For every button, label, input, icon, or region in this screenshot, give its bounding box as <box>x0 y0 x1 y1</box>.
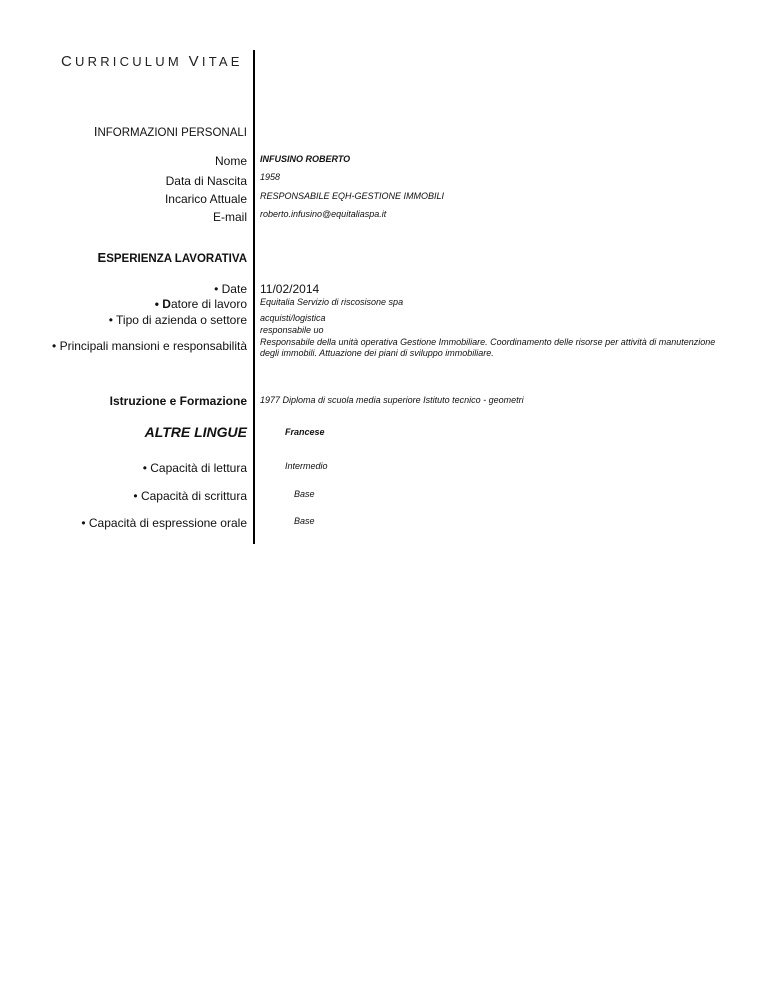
value-language: Francese <box>285 427 325 437</box>
label-name: Nome <box>214 154 247 168</box>
page-title: CURRICULUM VITAE <box>61 53 243 70</box>
label-sector: • Tipo di azienda o settore <box>108 313 247 327</box>
value-current-role: RESPONSABILE EQH-GESTIONE IMMOBILI <box>260 191 445 201</box>
value-duties: Responsabile della unità operativa Gestione Immobiliare. Coordinamento delle risorse per attività di manutenzione degli immobili. Attuazione dei piani di sviluppo immobiliare. <box>260 337 716 358</box>
label-employer: • Datore di lavoro <box>154 297 247 311</box>
value-employer: Equitalia Servizio di riscosisone spa <box>260 297 404 307</box>
value-reading: Intermedio <box>285 461 328 471</box>
label-dates: • Date <box>214 282 247 296</box>
value-name: INFUSINO ROBERTO <box>260 154 351 164</box>
label-writing: • Capacità di scrittura <box>133 489 247 503</box>
value-role: responsabile uo <box>260 325 324 335</box>
label-birth-date: Data di Nascita <box>165 174 247 188</box>
value-email: roberto.infusino@equitaliaspa.it <box>260 209 387 219</box>
vertical-divider <box>253 50 255 544</box>
section-personal-info: INFORMAZIONI PERSONALI <box>93 124 247 139</box>
label-current-role: Incarico Attuale <box>164 192 247 206</box>
value-birth-date: 1958 <box>260 172 281 182</box>
label-email: E-mail <box>212 210 247 224</box>
value-writing: Base <box>294 489 315 499</box>
label-other-languages: ALTRE LINGUE <box>144 424 247 440</box>
value-dates: 11/02/2014 <box>260 282 320 296</box>
label-education: Istruzione e Formazione <box>109 394 247 408</box>
label-duties: • Principali mansioni e responsabilità <box>52 339 247 353</box>
label-speaking: • Capacità di espressione orale <box>81 516 247 530</box>
value-speaking: Base <box>294 516 315 526</box>
section-work-experience: ESPERIENZA LAVORATIVA <box>97 250 247 265</box>
value-sector: acquisti/logistica <box>260 313 326 323</box>
label-reading: • Capacità di lettura <box>142 461 247 475</box>
value-education: 1977 Diploma di scuola media superiore Istituto tecnico - geometri <box>260 395 524 405</box>
